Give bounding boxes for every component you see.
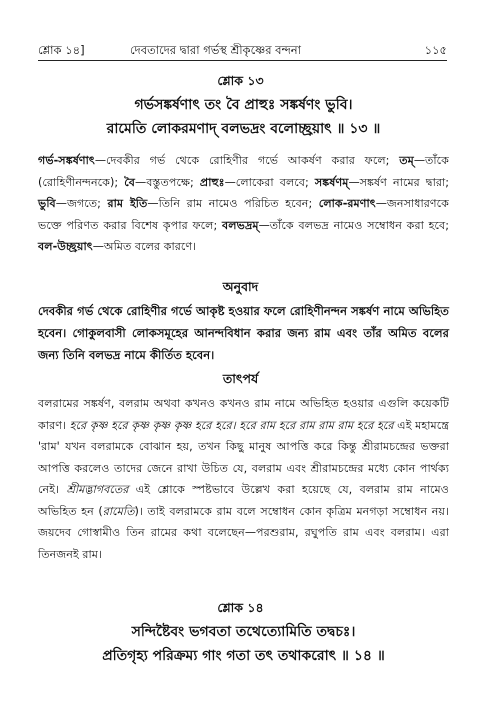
synonym-term: বৈ xyxy=(124,175,135,189)
header-rule xyxy=(38,60,447,61)
synonym-term: ভুবি xyxy=(38,197,56,210)
synonym-meaning: —তাঁকে (রোহিণীনন্দনকে); xyxy=(38,154,449,189)
hare-krishna-mantra: হরে কৃষ্ণ হরে কৃষ্ণ কৃষ্ণ কৃষ্ণ হরে হরে। হরে রাম হরে রাম রাম রাম হরে হরে xyxy=(69,418,394,432)
synonym-meaning: —তিনি রাম নামেও পরিচিত হবেন; xyxy=(147,197,319,210)
synonym-term: গর্ভ-সঙ্কর্ষণাৎ xyxy=(38,154,95,167)
purport-text: বলরামের সঙ্কর্ষণ, বলরাম অথবা কখনও কখনও রাম নামে অভিহিত হওয়ার এগুলি কয়েকটি কারণ। xyxy=(38,397,449,432)
purport-text: )। তাই বলরামকে রাম বলে সম্বোধন কোন কৃত্রিম মনগড়া সম্বোধন নয়। জয়দেব গোস্বামীও তিন রামের কথা বলেছেন—পরশুরাম, রঘুপতি রাম এবং বলরাম। এরা তিনজনই রাম। xyxy=(38,504,449,561)
verse-13-line-2: রামেতি লোকরমণাদ্ বলভদ্রং বলোচ্ছ্রয়াৎ ॥ ১৩ ॥ xyxy=(106,121,381,137)
synonym-term: তম্ xyxy=(399,154,414,167)
synonym-term: প্রাহুঃ xyxy=(199,175,225,189)
synonym-term: বল-উচ্ছ্রয়াৎ xyxy=(38,240,93,253)
purport-heading: তাৎপর্য xyxy=(222,371,259,386)
synonym-term: রাম ইতি xyxy=(107,197,148,210)
synonym-meaning: —সঙ্কর্ষণ নামের দ্বারা; xyxy=(348,175,449,189)
synonyms-paragraph xyxy=(38,150,449,258)
synonym-meaning: —বস্তুতপক্ষে; xyxy=(135,175,200,189)
synonym-meaning: —অমিত বলের কারণে। xyxy=(92,240,197,253)
running-title: দেবতাদের দ্বারা গর্ভস্থ শ্রীকৃষ্ণের বন্দনা xyxy=(130,43,302,57)
scripture-title: শ্রীমদ্ভাগবতের xyxy=(66,483,129,496)
running-header xyxy=(38,41,447,59)
synonym-meaning: —দেবকীর গর্ভ থেকে রোহিণীর গর্ভে আকর্ষণ করার ফলে; xyxy=(94,154,400,167)
verse-14-line-2: প্রতিগৃহ্য পরিক্রম্য গাং গতা তৎ তথাকরোৎ ॥ ১৪ ॥ xyxy=(102,648,385,664)
verse-14-heading: শ্লোক ১৪ xyxy=(217,600,264,615)
synonym-meaning: —জগতে; xyxy=(55,197,108,210)
page-number: ১১৫ xyxy=(424,43,447,57)
synonym-term: সঙ্কর্ষণম্ xyxy=(314,175,349,189)
translation-paragraph: দেবকীর গর্ভ থেকে রোহিণীর গর্ভে আকৃষ্ট হওয়ার ফলে রোহিণীনন্দন সঙ্কর্ষণ নামে অভিহিত হবেন। গোকুলবাসী লোকসমূহের আনন্দবিধান করার জন্য রাম এবং তাঁর অমিত বলের জন্য তিনি বলভদ্র নামে কীর্তিত হবেন। xyxy=(38,304,449,362)
purport-paragraph xyxy=(38,393,449,565)
synonym-meaning: —লোকেরা বলবে; xyxy=(224,175,315,189)
purport-text: এই মহামন্ত্রে 'রাম' যখন বলরামকে বোঝান হয়, তখন কিছু মানুষ আপত্তি করে কিন্তু শ্রীরামচন্দ্রের ভক্তরা আপত্তি করলেও তাদের জেনে রাখা উচিত যে, বলরাম এবং শ্রীরামচন্দ্রের মধ্যে কোন পার্থক্য নেই। xyxy=(38,418,449,496)
chapter-verse-label: শ্লোক ১৪] xyxy=(38,43,85,57)
verse-13-line-1: গর্ভসঙ্কর্ষণাৎ তং বৈ প্রাহুঃ সঙ্কর্ষণং ভুবি। xyxy=(134,97,353,113)
synonym-meaning: —তাঁকে বলভদ্র নামেও সম্বোধন করা হবে; xyxy=(258,218,449,232)
synonym-term: লোক-রমণাৎ xyxy=(318,197,376,210)
translation-heading: অনুবাদ xyxy=(222,279,259,294)
verse-14-text xyxy=(36,620,451,668)
synonym-term: বলভদ্রম্ xyxy=(222,218,259,232)
verse-13-text xyxy=(36,93,451,141)
verse-13-heading: শ্লোক ১৩ xyxy=(217,73,264,88)
verse-14-line-1: সন্দিষ্টৈবং ভগবতা তথেত্যোমিতি তদ্বচঃ। xyxy=(131,624,356,640)
synonym-meaning: —জনসাধারণকে ভক্তে পরিণত করার বিশেষ কৃপার ফলে; xyxy=(38,197,449,232)
sanskrit-quote: রামেতি xyxy=(102,504,135,518)
purport-text: এই শ্লোকে স্পষ্টভাবে উল্লেখ করা হয়েছে যে, বলরাম রাম নামেও অভিহিত হন ( xyxy=(38,483,450,518)
